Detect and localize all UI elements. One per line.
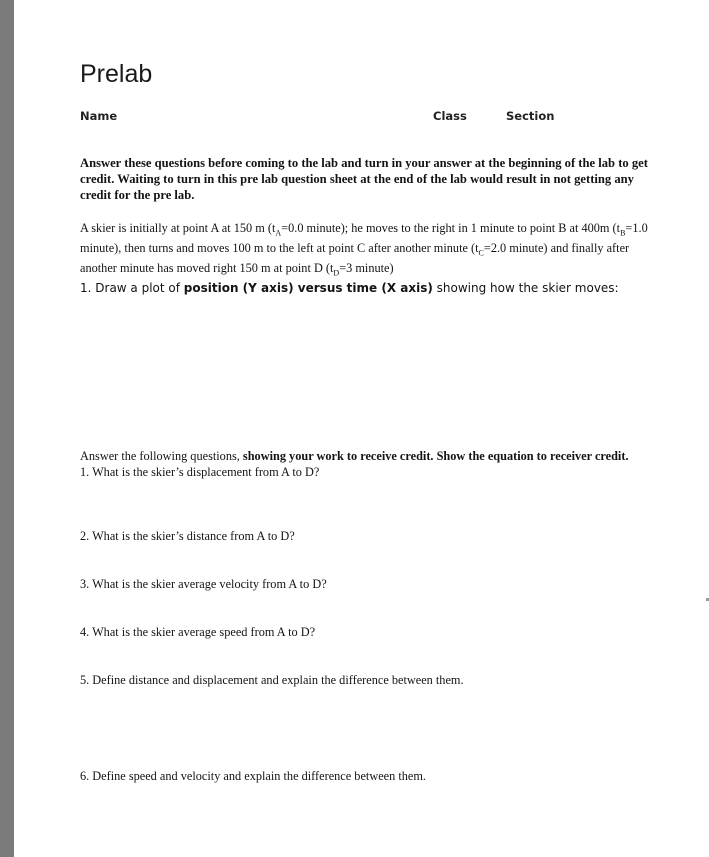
question-6: 6. Define speed and velocity and explain the difference between them.: [80, 769, 426, 783]
document-page: [14, 0, 709, 857]
subscript-c: C: [478, 248, 484, 258]
part2-section: [80, 449, 650, 480]
problem-text-1: A skier is initially at point A at 150 m (t: [80, 221, 276, 235]
problem-text-3: =1.0 minute), then turns and moves 100 m to the left at point C after another minute (t: [80, 221, 648, 255]
instructions-paragraph: Answer these questions before coming to the lab and turn in your answer at the beginning of the lab to get credit. Waiting to turn in this pre lab question sheet at the end of the lab would result in not getting any credit for the pre lab.: [80, 156, 648, 202]
left-margin-bar: [0, 0, 14, 857]
problem-statement: [80, 221, 665, 296]
page-title: Prelab: [80, 60, 153, 88]
part2-intro: Answer the following questions,: [80, 449, 243, 463]
problem-text-4: =2.0 minute) and finally after another minute has moved right 150 m at point D (t: [80, 240, 630, 275]
problem-text-5: =3 minute): [339, 260, 394, 275]
problem-text-2: =0.0 minute); he moves to the right in 1 minute to point B at 400m (t: [281, 221, 621, 235]
question-plot-pre: 1. Draw a plot of: [80, 280, 184, 295]
question-plot-bold: position (Y axis) versus time (X axis): [183, 280, 433, 295]
subscript-d: D: [333, 268, 340, 278]
subscript-a: A: [275, 228, 282, 238]
question-1: 1. What is the skier’s displacement from A to D?: [80, 464, 320, 479]
question-plot: [80, 281, 619, 295]
question-4: 4. What is the skier average speed from A to D?: [80, 625, 316, 639]
question-5: 5. Define distance and displacement and explain the difference between them.: [80, 673, 464, 687]
section-label: Section: [506, 109, 555, 123]
part2-intro-bold: showing your work to receive credit. Show the equation to receiver credit.: [242, 449, 629, 463]
subscript-b: B: [620, 228, 626, 238]
question-plot-post: showing how the skier moves:: [432, 280, 619, 295]
class-label: Class: [433, 109, 467, 123]
question-3: 3. What is the skier average velocity from A to D?: [80, 577, 327, 591]
question-2: 2. What is the skier’s distance from A to D?: [80, 529, 295, 543]
name-label: Name: [80, 109, 118, 123]
